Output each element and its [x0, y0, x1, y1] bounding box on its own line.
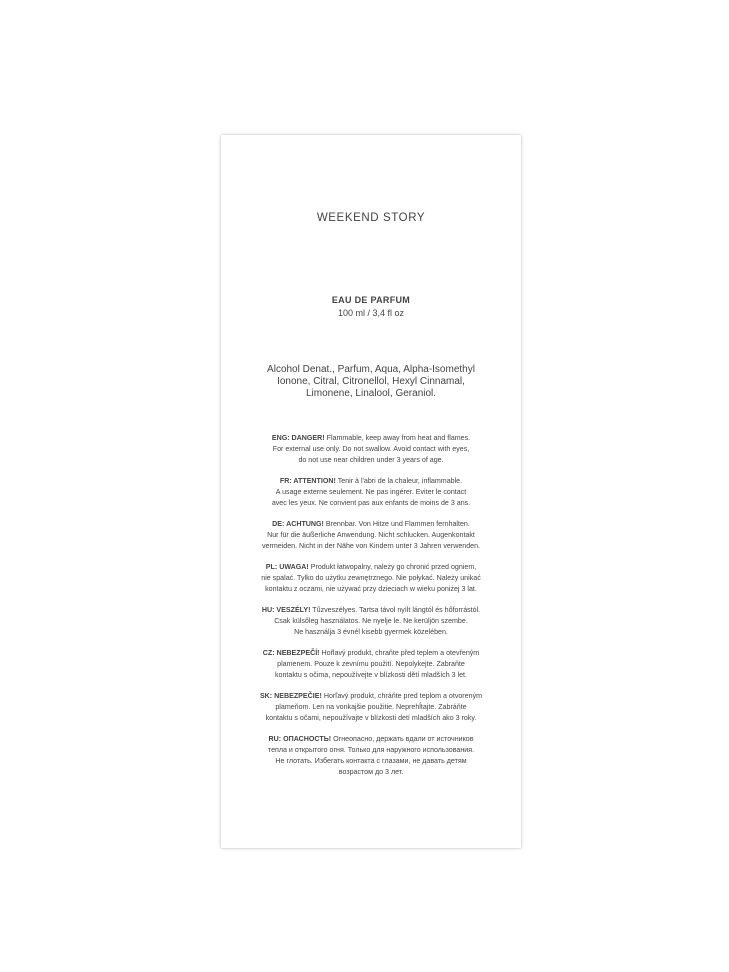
warning-cz [237, 648, 505, 681]
warning-text: avec les yeux. Ne convient pas aux enfants de moins de 3 ans. [271, 499, 471, 507]
product-type: EAU DE PARFUM [331, 295, 411, 305]
warning-eng [237, 433, 505, 466]
warning-text: Flammable, keep away from heat and flames. [324, 434, 471, 442]
warning-text: plameňom. Len na vonkajšie použitie. Neprehĺtajte. Zabráňte [275, 703, 467, 711]
warning-label: CZ: NEBEZPEČÍ! [262, 649, 320, 657]
warning-text: Horľavý produkt, chráňte pred teplom a otvoreným [321, 692, 483, 700]
warning-ru [237, 734, 505, 778]
warning-text: Tenir à l'abri de la chaleur, inflammable. [335, 477, 463, 485]
warning-text: A usage externe seulement. Ne pas ingérer. Eviter le contact [275, 488, 467, 496]
product-volume: 100 ml / 3,4 fl oz [337, 308, 405, 318]
warning-fr [237, 476, 505, 509]
warning-text: Не глотать. Избегать контакта с глазами, не давать детям [275, 757, 467, 765]
warning-text: kontaktu s očami, nepoužívajte v blízkosti detí mladších ako 3 roky. [265, 714, 477, 722]
warning-label: SK: NEBEZPEČIE! [259, 692, 322, 700]
warning-pl [237, 562, 505, 595]
warning-label: FR: ATTENTION! [279, 477, 336, 485]
product-box-back [221, 135, 521, 848]
warning-text: Nur für die äußerliche Anwendung. Nicht schlucken. Augenkontakt [267, 531, 475, 539]
warning-text: Tűzveszélyes. Tartsa távol nyílt lángtól és hőforrástól. [310, 606, 481, 614]
warning-text: тепла и открытого огня. Только для наружного использования. [267, 746, 475, 754]
warning-text: For external use only. Do not swallow. Avoid contact with eyes, [272, 445, 470, 453]
warning-label: HU: VESZÉLY! [261, 606, 311, 614]
warning-de [237, 519, 505, 552]
warning-text: Brennbar. Von Hitze und Flammen fernhalten. [323, 520, 470, 528]
warning-hu [237, 605, 505, 638]
warning-text: Produkt łatwopalny, należy go chronić przed ogniem, [308, 563, 477, 571]
ingredients-line: Alcohol Denat., Parfum, Aqua, Alpha-Isomethyl [267, 364, 475, 375]
warning-sk [237, 691, 505, 724]
warning-text: kontaktu z oczami, nie używać przy dzieciach w wieku poniżej 3 lat. [265, 585, 477, 593]
warning-text: Ne használja 3 évnél kisebb gyermek közelében. [294, 628, 448, 636]
warning-label: DE: ACHTUNG! [272, 520, 324, 528]
warning-text: kontaktu s očima, nepoužívejte v blízkosti dětí mladších 3 let. [274, 671, 468, 679]
warning-label: RU: ОПАСНОСТЬ! [268, 735, 332, 743]
warning-label: ENG: DANGER! [271, 434, 325, 442]
warning-text: plamenem. Pouze k zevnímu použití. Nepolykejte. Zabraňte [277, 660, 465, 668]
ingredients-line: Ionone, Citral, Citronellol, Hexyl Cinnamal, [277, 376, 465, 388]
ingredients-list [251, 364, 491, 401]
warning-text: do not use near children under 3 years of age. [298, 456, 444, 464]
safety-warnings [237, 433, 505, 788]
brand-name: WEEKEND STORY [316, 212, 426, 224]
warning-label: PL: UWAGA! [265, 563, 309, 571]
warning-text: nie spalać. Tylko do użytku zewnętrznego. Nie połykać. Należy unikać [261, 574, 481, 582]
warning-text: Hořlavý produkt, chraňte před teplem a otevřeným [319, 649, 480, 657]
ingredients-line: Limonene, Linalool, Geraniol. [305, 388, 437, 400]
warning-text: Огнеопасно, держать вдали от источников [331, 735, 474, 743]
warning-text: vermeiden. Nicht in der Nähe von Kindern unter 3 Jahren verwenden. [261, 542, 481, 550]
warning-text: Csak külsőleg használatos. Ne nyelje le. Ne kerüljön szembe. [274, 617, 468, 625]
warning-text: возрастом до 3 лет. [338, 768, 404, 776]
